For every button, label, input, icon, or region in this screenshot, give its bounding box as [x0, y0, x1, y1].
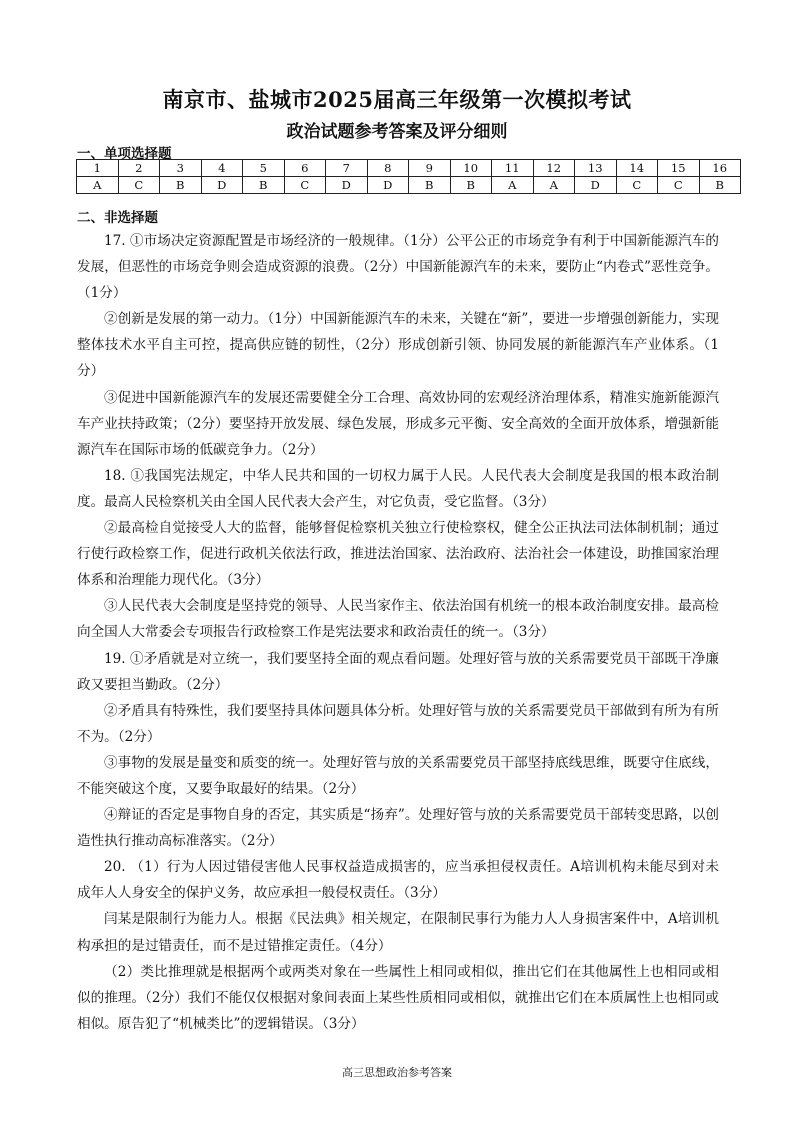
question-number: 4: [201, 160, 243, 177]
answer-body: [77, 228, 719, 1037]
answer-letter: D: [201, 177, 243, 194]
answer-letter: B: [699, 177, 741, 194]
answer-letter: C: [284, 177, 326, 194]
answer-table-answer-row: [77, 177, 741, 194]
page-footer: 高三思想政治参考答案: [342, 1066, 452, 1079]
question-number: 9: [409, 160, 451, 177]
question-number: 6: [284, 160, 326, 177]
answer-paragraph: 闫某是限制行为能力人。根据《民法典》相关规定，在限制民事行为能力人人身损害案件中，A培训机构承担的是过错责任，而不是过错推定责任。（4分）: [77, 911, 719, 954]
answer-paragraph: 19. ①矛盾就是对立统一，我们要坚持全面的观点看问题。处理好管与放的关系需要党员干部既干净廉政又要担当勤政。（2分）: [77, 650, 719, 693]
answer-letter: D: [367, 177, 409, 194]
question-number: 15: [658, 160, 700, 177]
question-number: 10: [450, 160, 492, 177]
answer-letter: B: [409, 177, 451, 194]
answer-letter: C: [616, 177, 658, 194]
answer-paragraph: 20. （1）行为人因过错侵害他人民事权益造成损害的，应当承担侵权责任。A培训机构未能尽到对未成年人人身安全的保护义务，故应承担一般侵权责任。（3分）: [77, 859, 719, 902]
question-number: 5: [243, 160, 285, 177]
question-number: 8: [367, 160, 409, 177]
question-number: 11: [492, 160, 534, 177]
section-heading-non-choice: 二、非选择题: [77, 210, 158, 226]
answer-table: [76, 159, 741, 194]
answer-letter: D: [575, 177, 617, 194]
page-title: 南京市、盐城市2025届高三年级第一次模拟考试: [162, 87, 632, 112]
question-number: 1: [77, 160, 119, 177]
question-number: 16: [699, 160, 741, 177]
answer-paragraph: 17. ①市场决定资源配置是市场经济的一般规律。（1分）公平公正的市场竞争有利于中国新能源汽车的发展，但恶性的市场竞争则会造成资源的浪费。（2分）中国新能源汽车的未来，要防止“内卷式”恶性竞争。（1分）: [77, 233, 719, 302]
answer-paragraph: ③促进中国新能源汽车的发展还需要健全分工合理、高效协同的宏观经济治理体系，精准实施新能源汽车产业扶持政策；（2分）要坚持开放发展、绿色发展，形成多元平衡、安全高效的全面开放体系，增强新能源汽车在国际市场的低碳竞争力。（2分）: [77, 389, 719, 458]
answer-letter: A: [533, 177, 575, 194]
answer-letter: A: [77, 177, 119, 194]
question-number: 13: [575, 160, 617, 177]
section-heading-multiple-choice: 一、单项选择题: [77, 146, 172, 162]
answer-letter: C: [658, 177, 700, 194]
question-number: 7: [326, 160, 368, 177]
answer-table-number-row: [77, 160, 741, 177]
answer-letter: B: [243, 177, 285, 194]
question-number: 3: [160, 160, 202, 177]
answer-letter: B: [450, 177, 492, 194]
answer-letter: B: [160, 177, 202, 194]
question-number: 2: [118, 160, 160, 177]
answer-letter: A: [492, 177, 534, 194]
page-subtitle: 政治试题参考答案及评分细则: [286, 122, 508, 142]
answer-paragraph: ②矛盾具有特殊性，我们要坚持具体问题具体分析。处理好管与放的关系需要党员干部做到有所为有所不为。（2分）: [77, 702, 719, 745]
question-number: 12: [533, 160, 575, 177]
answer-letter: C: [118, 177, 160, 194]
answer-letter: D: [326, 177, 368, 194]
answer-paragraph: （2）类比推理就是根据两个或两类对象在一些属性上相同或相似，推出它们在其他属性上也相同或相似的推理。（2分）我们不能仅仅根据对象间表面上某些性质相同或相似，就推出它们在本质属性上也相同或相似。原告犯了“机械类比”的逻辑错误。（3分）: [77, 963, 719, 1032]
answer-paragraph: ②最高检自觉接受人大的监督，能够督促检察机关独立行使检察权，健全公正执法司法体制机制；通过行使行政检察工作，促进行政机关依法行政，推进法治国家、法治政府、法治社会一体建设，助推国家治理体系和治理能力现代化。（3分）: [77, 520, 719, 589]
answer-paragraph: ③事物的发展是量变和质变的统一。处理好管与放的关系需要党员干部坚持底线思维，既要守住底线，不能突破这个度，又要争取最好的结果。（2分）: [77, 754, 719, 797]
answer-paragraph: ④辩证的否定是事物自身的否定，其实质是“扬弃”。处理好管与放的关系需要党员干部转变思路，以创造性执行推动高标准落实。（2分）: [77, 807, 719, 850]
answer-paragraph: ③人民代表大会制度是坚持党的领导、人民当家作主、依法治国有机统一的根本政治制度安排。最高检向全国人大常委会专项报告行政检察工作是宪法要求和政治责任的统一。（3分）: [77, 598, 719, 641]
answer-paragraph: 18. ①我国宪法规定，中华人民共和国的一切权力属于人民。人民代表大会制度是我国的根本政治制度。最高人民检察机关由全国人民代表大会产生，对它负责，受它监督。（3分）: [77, 467, 719, 510]
question-number: 14: [616, 160, 658, 177]
answer-paragraph: ②创新是发展的第一动力。（1分）中国新能源汽车的未来，关键在“新”，要进一步增强创新能力，实现整体技术水平自主可控，提高供应链的韧性，（2分）形成创新引领、协同发展的新能源汽车产业体系。（1分）: [77, 311, 719, 380]
